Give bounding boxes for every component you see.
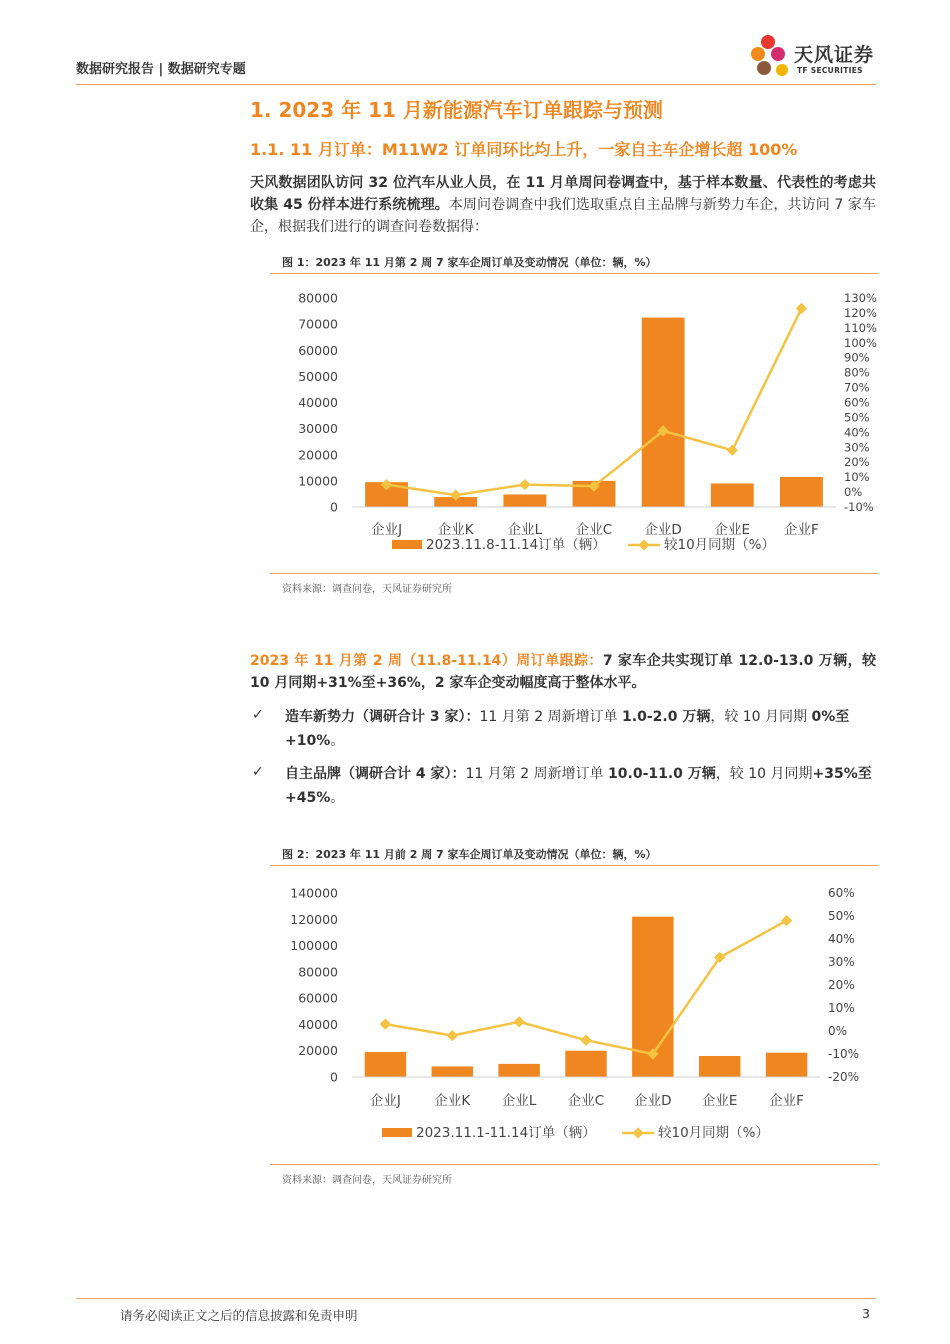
line-point	[727, 445, 738, 456]
y-left-tick-label: 100000	[290, 938, 338, 954]
summary-bold: 7 家车企共实现订单 12.0-13.0 万辆，较 10 月同期+31%至+36%，2 家车企变动幅度高于整体水平。	[250, 653, 876, 691]
y-right-tick-label: 20%	[844, 455, 870, 470]
y-left-tick-label: 0	[330, 499, 338, 515]
bar	[699, 1056, 740, 1077]
x-tick-label: 企业L	[501, 1093, 537, 1109]
line-point	[519, 479, 530, 490]
y-left-tick-label: 60000	[298, 990, 338, 1006]
figure1-chart	[270, 280, 878, 570]
bullet-item	[285, 762, 875, 810]
figure1-title: 图 1：2023 年 11 月第 2 周 7 家车企周订单及变动情况（单位：辆，%）	[282, 256, 657, 269]
x-tick-label: 企业C	[567, 1093, 605, 1109]
line-point	[380, 1018, 391, 1029]
line-point	[781, 915, 792, 926]
y-right-tick-label: 30%	[828, 955, 855, 969]
x-tick-label: 企业F	[769, 1093, 804, 1109]
y-left-tick-label: 20000	[298, 1043, 338, 1059]
bar	[642, 318, 685, 507]
bar	[498, 1064, 539, 1077]
y-right-tick-label: -20%	[828, 1070, 860, 1084]
x-tick-label: 企业J	[369, 1093, 401, 1109]
y-right-tick-label: 0%	[844, 485, 863, 500]
x-tick-label: 企业F	[784, 522, 819, 538]
bullet-text: 11 月第 2 周新增订单	[465, 766, 609, 782]
footer-divider	[76, 1298, 876, 1299]
legend-bar-label: 2023.11.8-11.14订单（辆）	[426, 537, 606, 553]
x-tick-label: 企业K	[434, 1093, 471, 1109]
y-right-tick-label: 70%	[844, 380, 870, 395]
legend-bar-label: 2023.11.1-11.14订单（辆）	[416, 1125, 596, 1141]
x-tick-label: 企业L	[507, 522, 543, 538]
y-left-tick-label: 120000	[290, 911, 338, 927]
y-right-tick-label: 80%	[844, 365, 870, 380]
figure1-top-divider	[270, 273, 878, 274]
y-right-tick-label: 40%	[828, 932, 855, 946]
bar	[565, 1051, 606, 1077]
y-right-tick-label: 90%	[844, 350, 870, 365]
bullet-end: 。	[330, 790, 345, 806]
legend-bar-swatch	[382, 1128, 412, 1137]
bullet-check-icon: ✓	[252, 707, 264, 723]
y-left-tick-label: 30000	[298, 421, 338, 437]
line-point	[796, 303, 807, 314]
bullet-item	[285, 705, 875, 753]
y-left-tick-label: 70000	[298, 316, 338, 332]
bullet-value: 10.0-11.0 万辆	[608, 766, 716, 782]
y-right-tick-label: 50%	[828, 909, 855, 923]
bullet-change: +35%至+45%	[285, 766, 872, 806]
y-left-tick-label: 0	[330, 1069, 338, 1085]
bullet-text: 11 月第 2 周新增订单	[479, 709, 623, 725]
y-right-tick-label: 0%	[828, 1024, 848, 1038]
y-left-tick-label: 80000	[298, 964, 338, 980]
bullet-text2: ，较 10 月同期	[715, 766, 813, 782]
legend-line-marker	[638, 539, 649, 550]
figure2-title: 图 2：2023 年 11 月前 2 周 7 家车企周订单及变动情况（单位：辆，%）	[282, 848, 657, 861]
line-point	[447, 1030, 458, 1041]
bullet-text2: ，较 10 月同期	[710, 709, 812, 725]
y-left-tick-label: 80000	[298, 290, 338, 306]
intro-paragraph	[250, 172, 876, 238]
x-tick-label: 企业E	[701, 1093, 738, 1109]
x-tick-label: 企业E	[714, 522, 751, 538]
y-right-tick-label: 10%	[844, 470, 870, 485]
y-right-tick-label: 100%	[844, 335, 877, 350]
bar	[432, 1066, 473, 1077]
series-line	[387, 308, 802, 495]
subsection-heading: 1.1. 11 月订单：M11W2 订单同环比均上升，一家自主车企增长超 100%	[250, 140, 798, 159]
y-right-tick-label: 60%	[828, 886, 855, 900]
bullet-change: 0%至+10%	[285, 709, 850, 749]
figure2-source: 资料来源：调查问卷，天风证券研究所	[282, 1175, 452, 1186]
y-right-tick-label: 110%	[844, 320, 877, 335]
summary-paragraph	[250, 650, 876, 694]
bar	[365, 1052, 406, 1077]
header-divider	[76, 84, 876, 85]
x-tick-label: 企业K	[437, 522, 474, 538]
x-tick-label: 企业C	[575, 522, 613, 538]
y-right-tick-label: 120%	[844, 305, 877, 320]
series-line	[385, 921, 786, 1054]
bar	[766, 1053, 807, 1077]
intro-normal: 本周问卷调查中我们选取重点自主品牌与新势力车企，共访问 7 家车企，根据我们进行的调查问卷数据得：	[250, 197, 876, 235]
figure2-top-divider	[270, 865, 878, 866]
bullet-label: 自主品牌（调研合计 4 家）：	[285, 766, 466, 782]
bar	[780, 477, 823, 507]
y-right-tick-label: 40%	[844, 425, 870, 440]
y-left-tick-label: 20000	[298, 447, 338, 463]
x-tick-label: 企业D	[644, 522, 682, 538]
y-right-tick-label: -10%	[844, 500, 874, 514]
y-right-tick-label: 10%	[828, 1001, 855, 1015]
bullet-label: 造车新势力（调研合计 3 家）：	[285, 709, 480, 725]
y-left-tick-label: 40000	[298, 395, 338, 410]
section-heading: 1. 2023 年 11 月新能源汽车订单跟踪与预测	[250, 98, 663, 122]
y-right-tick-label: -10%	[828, 1047, 860, 1061]
y-left-tick-label: 140000	[290, 885, 338, 901]
legend-line-label: 较10月同期（%）	[658, 1125, 770, 1141]
y-left-tick-label: 60000	[298, 342, 338, 358]
legend-line-label: 较10月同期（%）	[664, 537, 776, 553]
logo-text-cn: 天风证券	[794, 44, 875, 66]
figure1-source: 资料来源：调查问卷，天风证券研究所	[282, 584, 452, 595]
report-header-title: 数据研究报告 | 数据研究专题	[76, 62, 246, 77]
y-right-tick-label: 130%	[844, 291, 877, 305]
x-tick-label: 企业D	[634, 1093, 672, 1109]
y-left-tick-label: 10000	[298, 473, 338, 489]
bullet-check-icon: ✓	[252, 764, 264, 780]
bar	[711, 483, 754, 507]
footer-disclaimer: 请务必阅读正文之后的信息披露和免责申明	[120, 1308, 358, 1323]
y-left-tick-label: 50000	[298, 368, 338, 384]
y-right-tick-label: 20%	[828, 978, 855, 992]
summary-orange: 2023 年 11 月第 2 周（11.8-11.14）周订单跟踪：	[250, 653, 603, 669]
y-left-tick-label: 40000	[298, 1016, 338, 1032]
y-right-tick-label: 60%	[844, 395, 870, 410]
figure1-bottom-divider	[270, 573, 878, 574]
line-point	[580, 1035, 591, 1046]
legend-line-marker	[632, 1127, 643, 1138]
legend-bar-swatch	[392, 540, 422, 549]
x-tick-label: 企业J	[371, 522, 403, 538]
y-right-tick-label: 50%	[844, 410, 870, 425]
logo-text-en: TF SECURITIES	[797, 66, 863, 75]
bullet-end: 。	[330, 733, 345, 749]
bar	[503, 494, 546, 507]
line-point	[513, 1016, 524, 1027]
figure2-bottom-divider	[270, 1164, 878, 1165]
page-number: 3	[862, 1306, 870, 1321]
bullet-value: 1.0-2.0 万辆	[622, 709, 711, 725]
intro-bold: 天风数据团队访问 32 位汽车从业人员，在 11 月单周问卷调查中，基于样本数量、代表性的考虑共收集 45 份样本进行系统梳理。	[250, 175, 876, 213]
y-right-tick-label: 30%	[844, 440, 870, 455]
figure2-chart	[270, 875, 878, 1160]
